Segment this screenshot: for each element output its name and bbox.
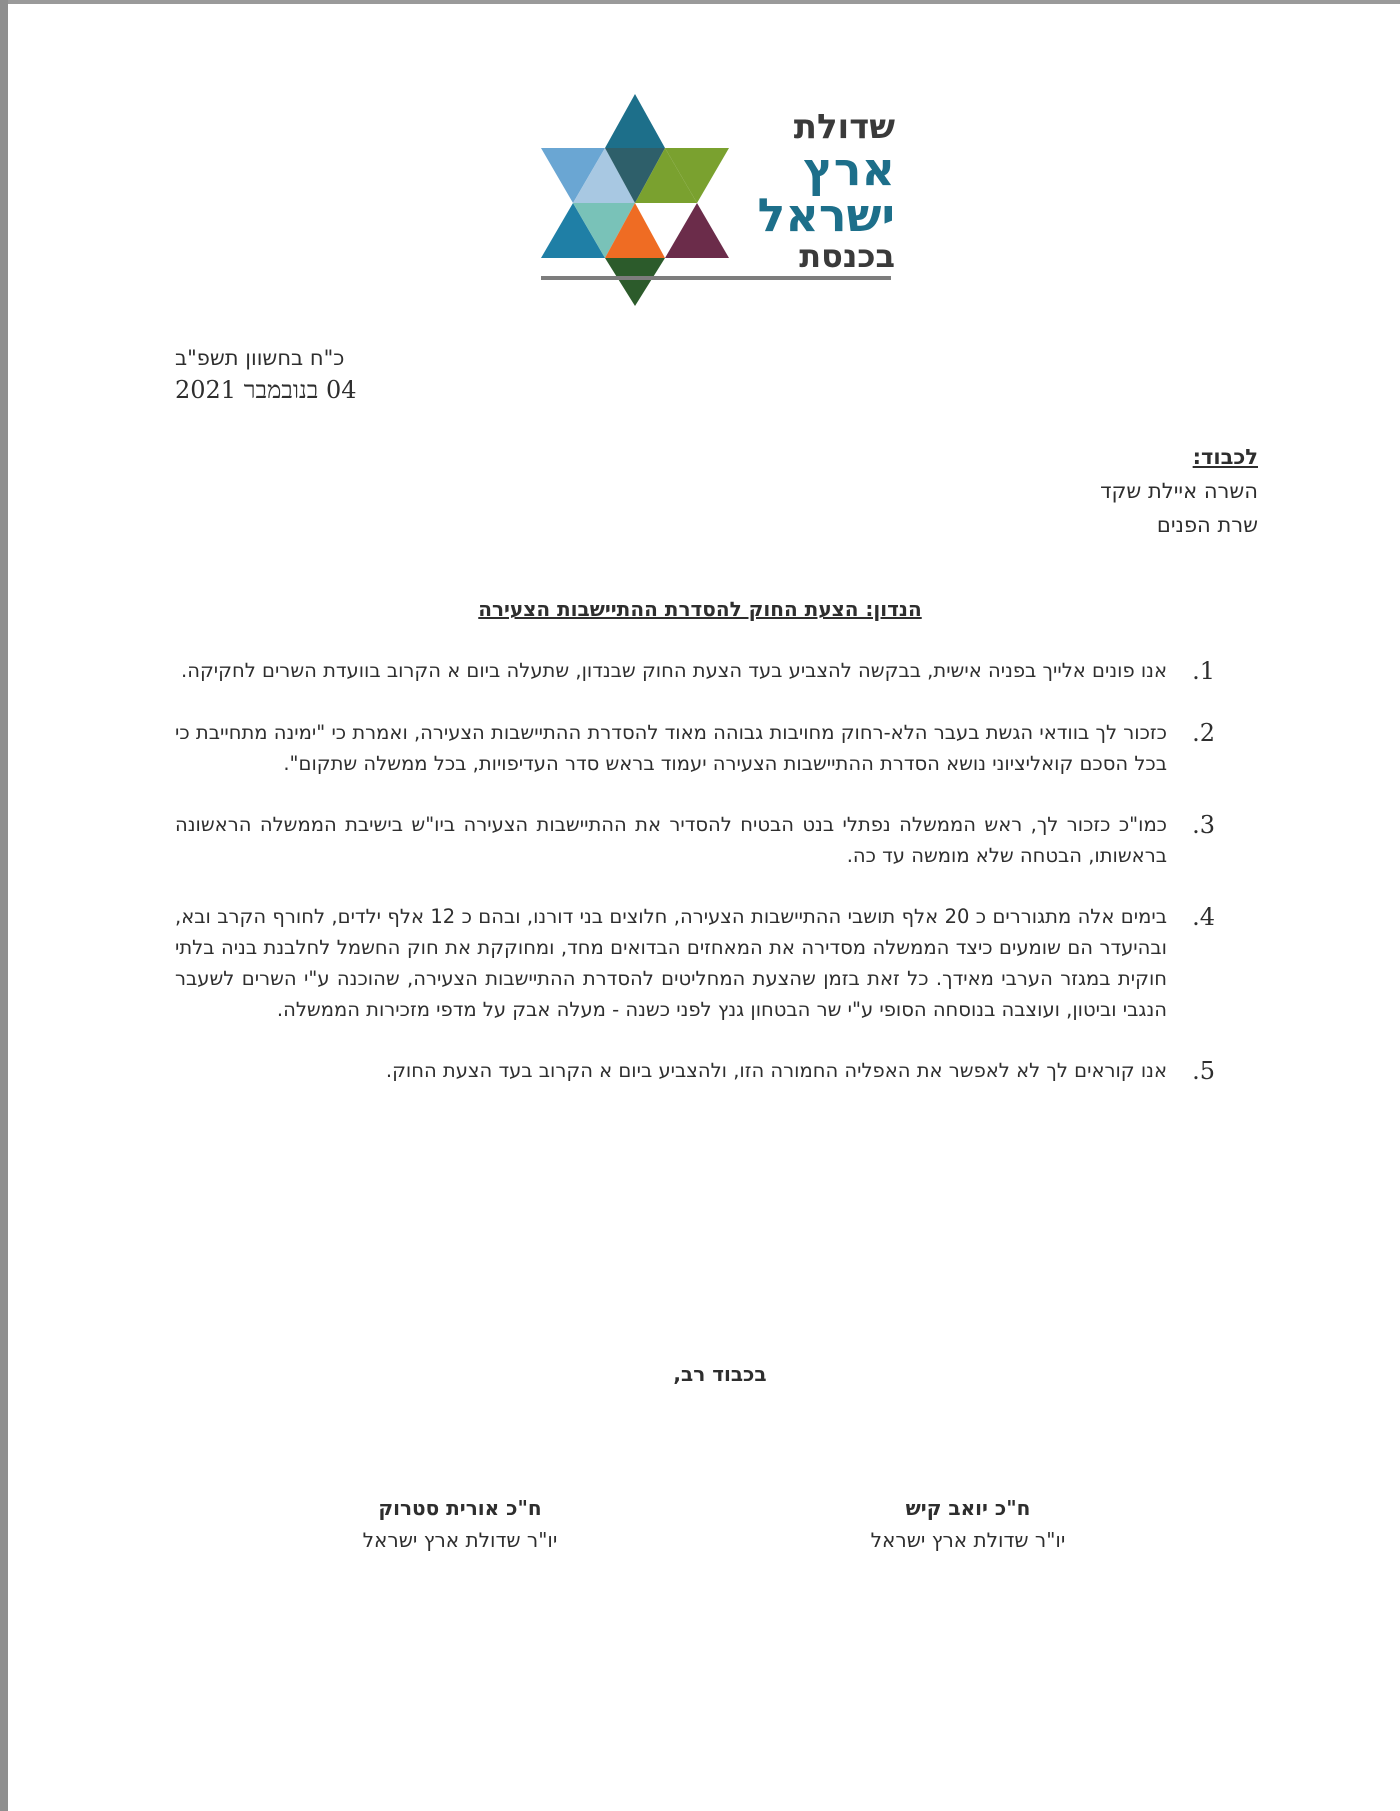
- recipient-title: שרת הפנים: [1156, 513, 1258, 537]
- list-item: [175, 809, 1215, 871]
- logo-text-line4: בכנסת: [799, 237, 895, 275]
- logo-text-line1: שדולת: [793, 107, 895, 147]
- recipient-block: [758, 440, 1258, 542]
- list-item-number: 4.: [1192, 903, 1215, 931]
- list-item: [175, 717, 1215, 779]
- letter-date: [175, 346, 415, 405]
- letter-subject: הנדון: הצעת החוק להסדרת ההתיישבות הצעירה: [478, 597, 922, 621]
- list-item-text: אנו פונים אלייך בפניה אישית, בבקשה להצביע בעד הצעת החוק שבנדון, שתעלה ביום א הקרוב בוועדת השרים לחקיקה.: [181, 659, 1167, 682]
- list-item: [175, 1055, 1215, 1087]
- hebrew-date: כ"ח בחשוון תשפ"ב: [175, 346, 345, 370]
- signer-name: ח"כ יואב קיש: [905, 1496, 1031, 1520]
- gregorian-date: 04 בנובמבר 2021: [175, 376, 357, 404]
- logo-text-line2: ארץ: [803, 142, 895, 196]
- signature-block-1: [808, 1492, 1128, 1556]
- closing-salutation: בכבוד רב,: [673, 1362, 767, 1386]
- recipient-label: לכבוד:: [1192, 445, 1258, 469]
- numbered-list: [175, 655, 1215, 1117]
- signer-role: יו"ר שדולת ארץ ישראל: [870, 1528, 1066, 1552]
- logo-underline: [541, 276, 891, 280]
- letterhead-logo: [535, 88, 895, 308]
- list-item-number: 5.: [1192, 1057, 1215, 1085]
- recipient-name: השרה איילת שקד: [1100, 479, 1258, 503]
- list-item: [175, 655, 1215, 687]
- list-item-number: 3.: [1192, 811, 1215, 839]
- list-item-number: 2.: [1192, 719, 1215, 747]
- list-item: [175, 901, 1215, 1025]
- signer-role: יו"ר שדולת ארץ ישראל: [362, 1528, 558, 1552]
- list-item-text: כזכור לך בוודאי הגשת בעבר הלא-רחוק מחויבות גבוהה מאוד להסדרת ההתיישבות הצעירה, ואמרת כי "ימינה מתחייבת כי בכל הסכם קואליציוני נושא הסדרת ההתיישבות הצעירה יעמוד בראש סדר העדיפויות, בכל ממשלה שתקום".: [175, 721, 1167, 775]
- list-item-text: בימים אלה מתגוררים כ 20 אלף תושבי ההתיישבות הצעירה, חלוצים בני דורנו, ובהם כ 12 אלף ילדים, לחורף הקרב ובא, ובהיעדר הם שומעים כיצד הממשלה מסדירה את המאחזים הבדואים מחד, ומחוקקת את חוק החשמל לחלבנת בניה בלתי חוקית במגזר הערבי מאידך. כל זאת בזמן שהצעת המחליטים להסדרת ההתיישבות הצעירה, שהוכנה ע"י השרים לשעבר הנגבי וביטון, ועוצבה בנוסחה הסופי ע"י שר הבטחון גנץ לפני כשנה - מעלה אבק על מדפי מזכירות הממשלה.: [175, 905, 1167, 1021]
- page-top-edge: [0, 0, 1400, 4]
- signature-block-2: [300, 1492, 620, 1556]
- star-of-david-logo-icon: [535, 88, 735, 308]
- logo-text-line3: ישראל: [757, 188, 895, 242]
- page-left-edge: [0, 0, 8, 1811]
- list-item-number: 1.: [1192, 657, 1215, 685]
- list-item-text: כמו"כ כזכור לך, ראש הממשלה נפתלי בנט הבטיח להסדיר את ההתיישבות הצעירה ביו"ש בישיבת הממשלה הראשונה בראשותו, הבטחה שלא מומשה עד כה.: [175, 813, 1167, 867]
- list-item-text: אנו קוראים לך לא לאפשר את האפליה החמורה הזו, ולהצביע ביום א הקרוב בעד הצעת החוק.: [385, 1059, 1167, 1082]
- signer-name: ח"כ אורית סטרוק: [378, 1496, 542, 1520]
- logo-wordmark: [757, 107, 895, 275]
